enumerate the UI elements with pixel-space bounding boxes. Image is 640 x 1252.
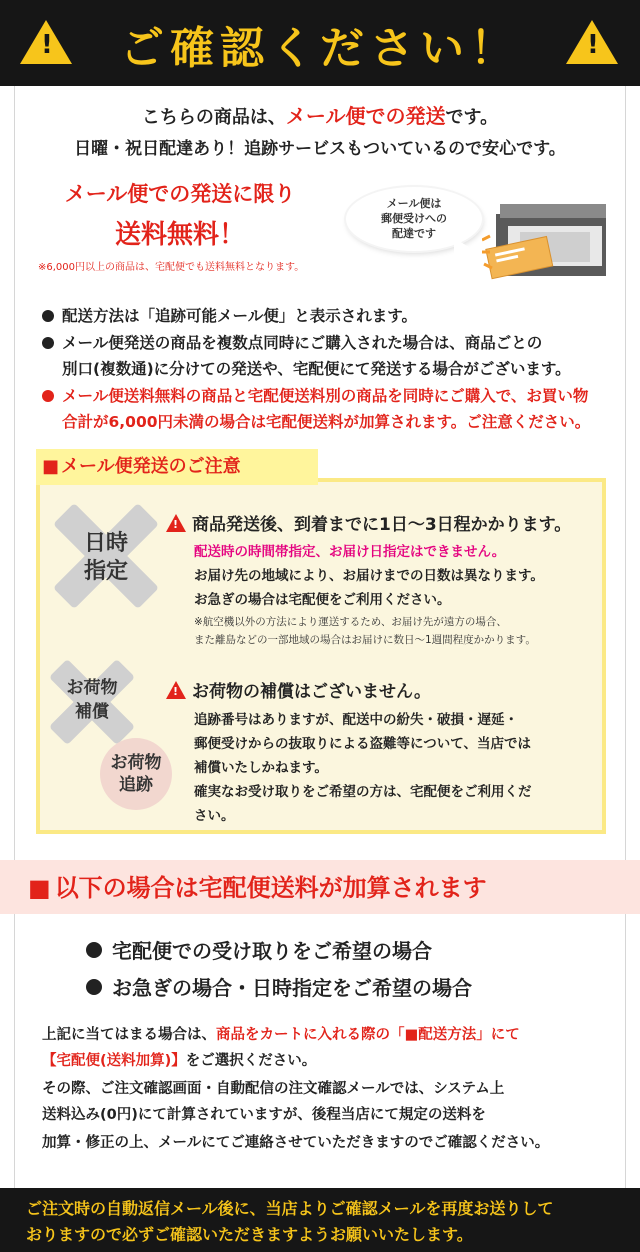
tracking-stamp: お荷物 追跡	[100, 738, 172, 810]
caution-heading-2: !お荷物の補償はございません。	[166, 677, 431, 702]
details-line-2: 【宅配便(送料加算)】をご選択ください。	[42, 1053, 317, 1069]
caution-2-line-5: さい。	[194, 808, 235, 824]
caution-1-small-1: ※航空機以外の方法により運送するため、お届け先が遠方の場合、	[194, 616, 507, 628]
x-mark-icon-datetime	[56, 506, 156, 606]
free-shipping-line-2: 送料無料！	[114, 220, 245, 250]
header-banner	[0, 0, 640, 86]
warning-triangle-icon	[166, 681, 186, 699]
no-datetime-line: 配送時の時間帯指定、お届け日指定はできません。	[194, 544, 506, 560]
warning-triangle-icon	[166, 514, 186, 532]
caution-2-line-3: 補償いたしかねます。	[194, 760, 328, 776]
warning-icon-right: !	[566, 20, 618, 64]
caution-1-line-2: お急ぎの場合は宅配便をご利用ください。	[194, 592, 451, 608]
free-shipping-line-1: メール便での発送に限り	[64, 182, 296, 206]
extra-fee-item-2: お急ぎの場合・日時指定をご希望の場合	[86, 972, 472, 1001]
footer-line-2: おりますので必ずご確認いただきますようお願いいたします。	[26, 1225, 473, 1244]
free-shipping-note: ※6,000円以上の商品は、宅配便でも送料無料となります。	[38, 262, 305, 273]
bullet-item-1: 配送方法は「追跡可能メール便」と表示されます。	[42, 303, 612, 330]
bullet-item-2-cont: 別口(複数通)に分けての発送や、宅配便にて発送する場合がございます。	[62, 360, 571, 378]
caution-2-line-2: 郵便受けからの抜取りによる盗難等について、当店では	[194, 736, 531, 752]
compensation-icon-label: お荷物 補償	[66, 678, 118, 722]
bullet-item-3: メール便送料無料の商品と宅配便送料別の商品を同時にご購入で、お買い物	[42, 383, 612, 410]
details-line-1: 上記に当てはまる場合は、商品をカートに入れる際の「■配送方法」にて	[42, 1027, 520, 1043]
caution-2-line-4: 確実なお受け取りをご希望の方は、宅配便をご利用くだ	[194, 784, 532, 800]
datetime-icon-label: 日時 指定	[83, 531, 128, 584]
caution-2-line-1: 追跡番号はありますが、配送中の紛失・破損・遅延・	[194, 712, 518, 728]
bullet-item-3-cont: 合計が6,000円未満の場合は宅配便送料が加算されます。ご注意ください。	[62, 413, 591, 431]
details-line-3: その際、ご注文確認画面・自動配信の注文確認メールでは、システム上	[42, 1081, 505, 1097]
intro-highlight: メール便での発送	[285, 104, 446, 128]
caution-box-tab: ■ メール便発送のご注意	[36, 449, 318, 485]
page-title: ご確認ください！	[120, 23, 520, 74]
footer-banner	[0, 1188, 640, 1252]
extra-fee-item-1: 宅配便での受け取りをご希望の場合	[86, 935, 432, 964]
intro-line-2: 日曜・祝日配達あり！追跡サービスもついているので安心です。	[74, 139, 566, 159]
speech-bubble: メール便は 郵便受けへの 配達です	[346, 187, 482, 251]
details-line-4: 送料込み(0円)にて計算されていますが、後程当店にて規定の送料を	[42, 1107, 486, 1123]
caution-1-line-1: お届け先の地域により、お届けまでの日数は異なります。	[194, 568, 544, 584]
extra-fee-title: ■ 以下の場合は宅配便送料が加算されます	[28, 874, 487, 902]
caution-heading-1: !商品発送後、到着までに1日〜3日程かかります。	[166, 510, 571, 535]
speech-bubble-tail	[454, 238, 474, 256]
x-mark-icon-compensation	[52, 662, 132, 742]
bullet-item-2: メール便発送の商品を複数点同時にご購入された場合は、商品ごとの	[42, 330, 612, 357]
intro-line-1: こちらの商品は、メール便での発送です。	[141, 104, 499, 128]
footer-line-1: ご注文時の自動返信メール後に、当店よりご確認メールを再度お送りして	[26, 1199, 554, 1218]
warning-icon-left: !	[20, 20, 72, 64]
details-line-5: 加算・修正の上、メールにてご連絡させていただきますのでご確認ください。	[42, 1135, 550, 1151]
extra-fee-banner	[0, 860, 640, 914]
caution-1-small-2: また離島などの一部地域の場合はお届けに数日〜1週間程度かかります。	[194, 634, 536, 646]
mailbox-icon	[482, 200, 610, 280]
